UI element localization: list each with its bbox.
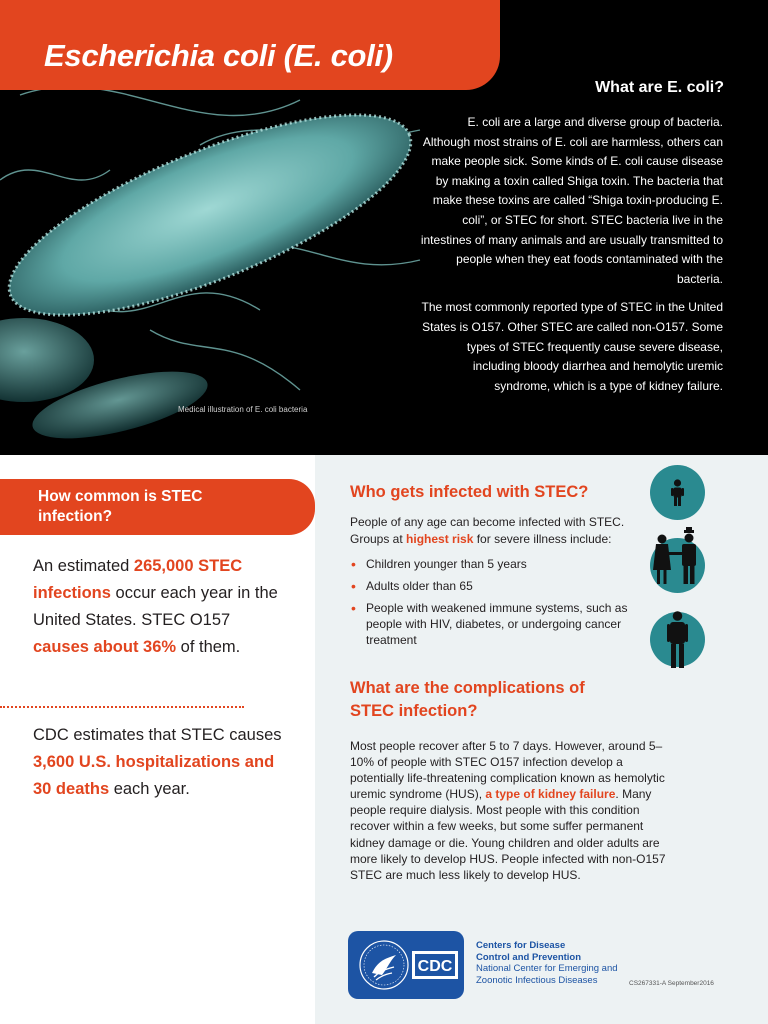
cdc-organization-text bbox=[476, 940, 651, 986]
org-line: Control and Prevention bbox=[476, 951, 582, 963]
how-common-heading: How common is STEC infection? bbox=[38, 488, 203, 525]
stat-highlight: causes about 36% bbox=[33, 638, 177, 656]
complications-body bbox=[350, 738, 668, 883]
complications-text: Most people recover after 5 to 7 days. However, around 5–10% of people with STEC O157 infection develop a potentially life-threatening complication known as hemolytic uremic syndrome (HUS), bbox=[350, 739, 665, 802]
who-gets-infected-heading: Who gets infected with STEC? bbox=[350, 483, 589, 501]
what-are-ecoli-body bbox=[420, 113, 723, 396]
list-item: • People with weakened immune systems, such as people with HIV, diabetes, or undergoing cancer treatment bbox=[350, 600, 650, 648]
stat-text: occur each year in the United States. STEC O157 bbox=[33, 584, 278, 629]
page-title: Escherichia coli (E. coli) bbox=[44, 38, 393, 73]
center-line: Zoonotic Infectious Diseases bbox=[476, 974, 598, 986]
dotted-divider bbox=[0, 706, 244, 708]
what-paragraph-1: E. coli are a large and diverse group of bacteria. Although most strains of E. coli are harmless, others can make people sick. Some kinds of E. coli cause disease by making a toxin called Shiga toxin. The bacteria that make these toxins are called “Shiga toxin-producing E. coli”, or STEC for short. STEC bacteria live in the intestines of many animals and are usually transmitted to people when they eat foods contaminated with the bacteria. bbox=[420, 115, 723, 286]
stat-highlight: 3,600 U.S. hospitalizations and 30 deaths bbox=[33, 753, 275, 798]
how-common-banner bbox=[0, 479, 315, 535]
complications-highlight: a type of kidney failure bbox=[485, 787, 616, 802]
who-intro bbox=[350, 514, 650, 547]
title-banner bbox=[0, 0, 500, 90]
stat-text: An estimated bbox=[33, 557, 134, 575]
hospitalization-statistic bbox=[33, 722, 283, 803]
complications-heading: What are the complications of STEC infection? bbox=[350, 679, 585, 720]
document-id: CS267331-A September2016 bbox=[629, 980, 714, 987]
stat-text: of them. bbox=[176, 638, 241, 656]
child-icon bbox=[650, 465, 705, 520]
adult-couple-icon bbox=[650, 538, 705, 593]
stat-text: CDC estimates that STEC causes bbox=[33, 726, 282, 744]
cdc-logo-icon bbox=[348, 931, 464, 999]
elderly-person-icon bbox=[650, 612, 705, 667]
intro-highlight: highest risk bbox=[406, 531, 474, 546]
stat-text: each year. bbox=[109, 780, 190, 798]
what-are-ecoli-heading: What are E. coli? bbox=[595, 79, 724, 96]
illustration-caption: Medical illustration of E. coli bacteria bbox=[178, 405, 308, 414]
cdc-logo-text: CDC bbox=[417, 958, 453, 975]
stat-highlight: 265,000 STEC infections bbox=[33, 557, 243, 602]
intro-text: People of any age can become infected with STEC. Groups at bbox=[350, 515, 625, 546]
center-line: National Center for Emerging and bbox=[476, 963, 618, 974]
infection-statistic bbox=[33, 553, 283, 661]
risk-section bbox=[315, 455, 768, 1024]
intro-text: for severe illness include: bbox=[473, 531, 612, 546]
hero-section bbox=[0, 0, 768, 455]
complications-text: . Many people require dialysis. Most people with this condition recover within a few weeks, but some suffer permanent kidney damage or die. Young children and older adults are more likely to develop HUS. People infected with non-O157 STEC are much less likely to develop HUS. bbox=[350, 787, 666, 882]
list-item: • Children younger than 5 years bbox=[350, 556, 650, 572]
what-paragraph-2: The most commonly reported type of STEC in the United States is O157. Other STEC are called non-O157. Some types of STEC frequently cause severe disease, including bloody diarrhea and hemolytic uremic syndrome, which is a type of kidney failure. bbox=[421, 300, 723, 393]
org-line: Centers for Disease bbox=[476, 940, 566, 951]
list-item: • Adults older than 65 bbox=[350, 578, 650, 594]
risk-group-list bbox=[350, 556, 650, 654]
hhs-eagle-icon bbox=[372, 955, 396, 980]
how-common-section bbox=[0, 455, 315, 1024]
